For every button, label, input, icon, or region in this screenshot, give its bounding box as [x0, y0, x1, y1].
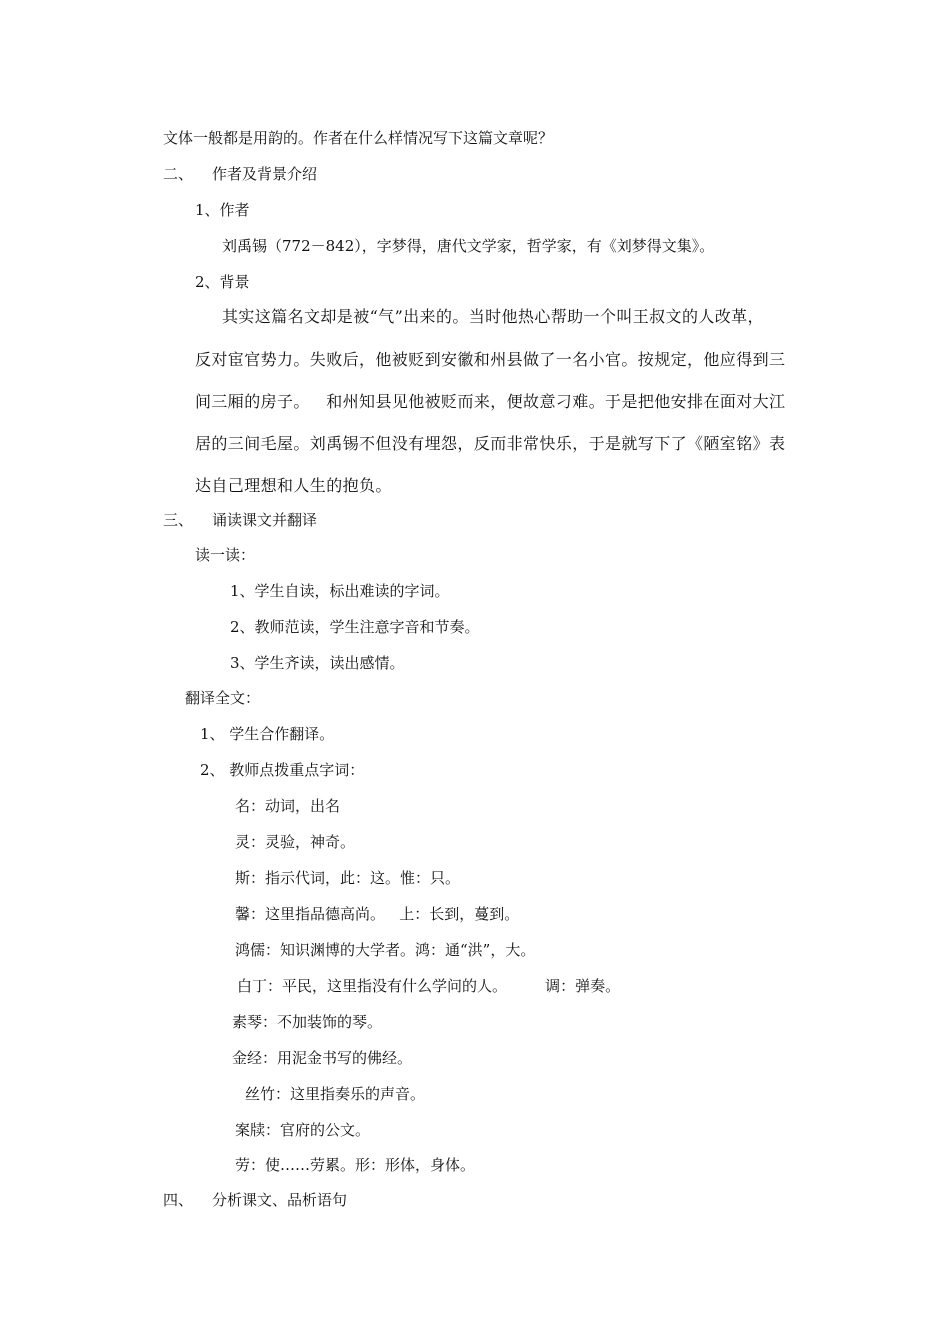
- reading-step-1: 1、学生自读，标出难读的字词。: [230, 582, 450, 600]
- section-2-heading: 作者及背景介绍: [212, 165, 318, 183]
- vocab-lao: 劳：使……劳累。形：形体，身体。: [235, 1156, 476, 1174]
- background-line-4: 居的三间毛屋。刘禹锡不但没有埋怨，反而非常快乐，于是就写下了《陋室铭》表: [195, 434, 786, 453]
- translation-label: 翻译全文：: [185, 689, 261, 707]
- vocab-andu: 案牍：官府的公文。: [235, 1121, 371, 1139]
- subheading-author: 1、作者: [195, 201, 250, 219]
- vocab-ming: 名：动词，出名: [235, 797, 341, 815]
- vocab-si: 斯：指示代词，此：这。惟：只。: [235, 869, 461, 887]
- background-line-5: 达自己理想和人生的抱负。: [195, 476, 392, 495]
- section-3-heading: 诵读课文并翻译: [212, 511, 318, 529]
- background-line-3: 间三厢的房子。 和州知县见他被贬而来，便故意刁难。于是把他安排在面对大江: [195, 392, 786, 411]
- vocab-ling: 灵：灵验，神奇。: [235, 833, 356, 851]
- background-line-1: 其实这篇名文却是被“气”出来的。当时他热心帮助一个叫王叔文的人改革，: [222, 307, 764, 326]
- section-2-number: 二、: [163, 165, 194, 183]
- vocab-suqin: 素琴：不加装饰的琴。: [232, 1013, 383, 1031]
- section-3-number: 三、: [163, 511, 194, 529]
- background-line-2: 反对宦官势力。失败后，他被贬到安徽和州县做了一名小官。按规定，他应得到三: [195, 350, 786, 369]
- section-4-heading: 分析课文、品析语句: [212, 1191, 348, 1209]
- vocab-jinjing: 金经：用泥金书写的佛经。: [232, 1049, 413, 1067]
- reading-label: 读一读：: [195, 546, 256, 564]
- vocab-baiding: 白丁：平民，这里指没有什么学问的人。 调：弹奏。: [237, 977, 621, 995]
- section-4-number: 四、: [163, 1191, 194, 1209]
- vocab-hongru: 鸿儒：知识渊博的大学者。鸿：通“洪”，大。: [235, 941, 536, 959]
- author-paragraph: 刘禹锡（772－842），字梦得，唐代文学家，哲学家，有《刘梦得文集》。: [222, 237, 715, 255]
- intro-line: 文体一般都是用韵的。作者在什么样情况写下这篇文章呢？: [163, 129, 554, 147]
- vocab-sizhu: 丝竹：这里指奏乐的声音。: [245, 1085, 426, 1103]
- subheading-background: 2、背景: [195, 273, 250, 291]
- reading-step-2: 2、教师范读，学生注意字音和节奏。: [230, 618, 480, 636]
- vocab-xin: 馨：这里指品德高尚。 上：长到，蔓到。: [235, 905, 520, 923]
- reading-step-3: 3、学生齐读，读出感情。: [230, 654, 405, 672]
- translation-step-2: 2、 教师点拨重点字词：: [200, 761, 365, 779]
- translation-step-1: 1、 学生合作翻译。: [200, 725, 335, 743]
